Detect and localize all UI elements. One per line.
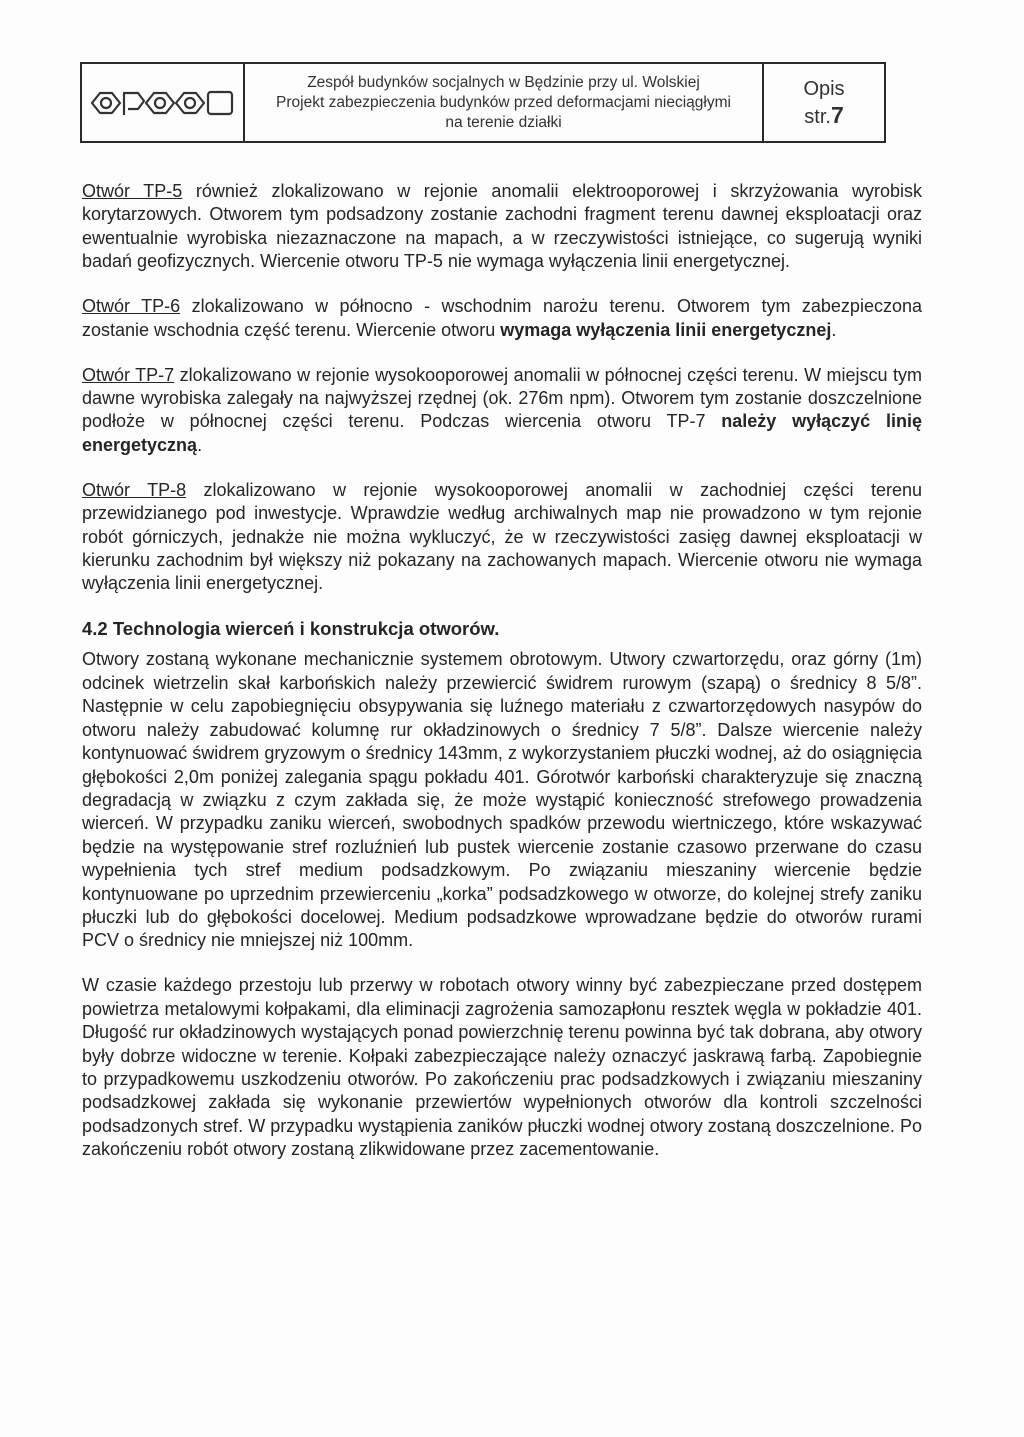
paragraph-tail: . (831, 319, 837, 340)
borehole-label-tp5: Otwór TP-5 (82, 181, 183, 201)
paragraph-tp7 (82, 364, 922, 458)
logo-cell (82, 64, 245, 141)
header-title-line1: Zespół budynków socjalnych w Będzinie przy ul. Wolskiej (307, 73, 700, 91)
company-logo-icon (88, 83, 238, 123)
doc-type: Opis (803, 77, 845, 100)
page-header (80, 62, 886, 143)
page-number: 7 (830, 101, 844, 128)
paragraph-bold: należy wyłączyć linię energetyczną (82, 411, 922, 455)
paragraph-text: zlokalizowano w rejonie wysokooporowej anomalii w zachodniej części terenu przewidzianego pod inwestycje. Wprawdzie według archiwalnych map nie prowadzono w tym rejonie robót górniczych, jednakże nie można wykluczyć, że w rzeczywistości zasięg dawnej eksploatacji w kierunku zachodnim był większy niż pokazany na zachowanych mapach. Wiercenie otworu nie wymaga wyłączenia linii energetycznej. (82, 479, 922, 594)
page-prefix: str. (804, 105, 831, 128)
paragraph-tp8 (82, 479, 922, 596)
page-info (764, 64, 884, 141)
header-title-line3: na terenie działki (445, 113, 562, 131)
page-label (804, 102, 843, 130)
paragraph-tail: . (197, 434, 203, 455)
document-body (82, 180, 922, 1183)
borehole-label-tp8: Otwór TP-8 (82, 479, 187, 500)
header-title-line2: Projekt zabezpieczenia budynków przed deformacjami nieciągłymi (276, 93, 731, 111)
borehole-label-tp7: Otwór TP-7 (82, 364, 175, 385)
section-heading: 4.2 Technologia wierceń i konstrukcja otworów. (82, 618, 500, 640)
paragraph-text: również zlokalizowano w rejonie anomalii elektrooporowej i skrzyżowania wyrobisk korytarzowych. Otworem tym podsadzony zostanie zachodni fragment terenu dawnej eksploatacji oraz ewentualnie wyrobiska niezaznaczone na mapach, a w rzeczywistości istniejące, co sugerują wyniki badań geofizycznych. Wiercenie otworu TP-5 nie wymaga wyłączenia linii energetycznej. (82, 181, 922, 272)
section-paragraph-1: Otwory zostaną wykonane mechanicznie systemem obrotowym. Utwory czwartorzędu, oraz górny (1m) odcinek wietrzelin skał karbońskich należy przewiercić świdrem rurowym (szapą) o średnicy 8 5/8”. Następnie w celu zapobiegnięciu obsypywania się luźnego materiału z czwartorzędowych nasypów do otworu należy zabudować kolumnę rur okładzinowych o średnicy 7 5/8”. Dalsze wiercenie należy kontynuować świdrem gryzowym o średnicy 143mm, z wykorzystaniem płuczki wodnej, aż do osiągnięcia głębokości 2,0m poniżej zalegania spągu pokładu 401. Górotwór karboński charakteryzuje się znaczną degradacją w związku z czym zakłada się, że może wystąpić konieczność strefowego prowadzenia wierceń. W przypadku zaniku wierceń, swobodnych spadków przewodu wiertniczego, które wskazywać będzie na występowanie stref rozluźnień lub pustek wiercenie zostanie czasowo przerwane do czasu wypełnienia tych stref medium podsadzkowym. Po związaniu mieszaniny wiercenie będzie kontynuowane po uprzednim przewierceniu „korka” podsadzkowego w otworze, do kolejnej strefy zaniku płuczki lub do głębokości docelowej. Medium podsadzkowe wprowadzane będzie do otworów rurami PCV o średnicy nie mniejszej niż 100mm. (82, 649, 922, 951)
paragraph-tp6 (82, 295, 922, 342)
paragraph-tp5 (82, 180, 922, 274)
borehole-label-tp6: Otwór TP-6 (82, 296, 181, 317)
section-paragraph-2: W czasie każdego przestoju lub przerwy w robotach otwory winny być zabezpieczane przed dostępem powietrza metalowymi kołpakami, dla eliminacji zagrożenia samozapłonu resztek węgla w pokładzie 401. Długość rur okładzinowych wystających ponad powierzchnię terenu powinna być tak dobrana, aby otwory były dobrze widoczne w terenie. Kołpaki zabezpieczające należy oznaczyć jaskrawą farbą. Zapobiegnie to przypadkowemu uszkodzeniu otworów. Po zakończeniu prac podsadzkowych i związaniu mieszaniny podsadzkowej zakłada się wykonanie przewiertów wypełnionych otworów dla kontroli szczelności podsadzonych stref. W przypadku wystąpienia zaników płuczki wodnej otwory zostaną doszczelnione. Po zakończeniu robót otwory zostaną zlikwidowane przez zacementowanie. (82, 975, 922, 1160)
paragraph-text: zlokalizowano w rejonie wysokooporowej anomalii w północnej części terenu. W miejscu tym dawne wyrobiska zalegały na najwyższej rzędnej (ok. 276m npm). Otworem tym zostanie doszczelnione podłoże w północnej części terenu. Podczas wiercenia otworu TP-7 (82, 364, 922, 432)
paragraph-text: zlokalizowano w północno - wschodnim narożu terenu. Otworem tym zabezpieczona zostanie wschodnia część terenu. Wiercenie otworu (82, 296, 922, 340)
header-title (245, 64, 764, 141)
paragraph-bold: wymaga wyłączenia linii energetycznej (500, 319, 832, 340)
